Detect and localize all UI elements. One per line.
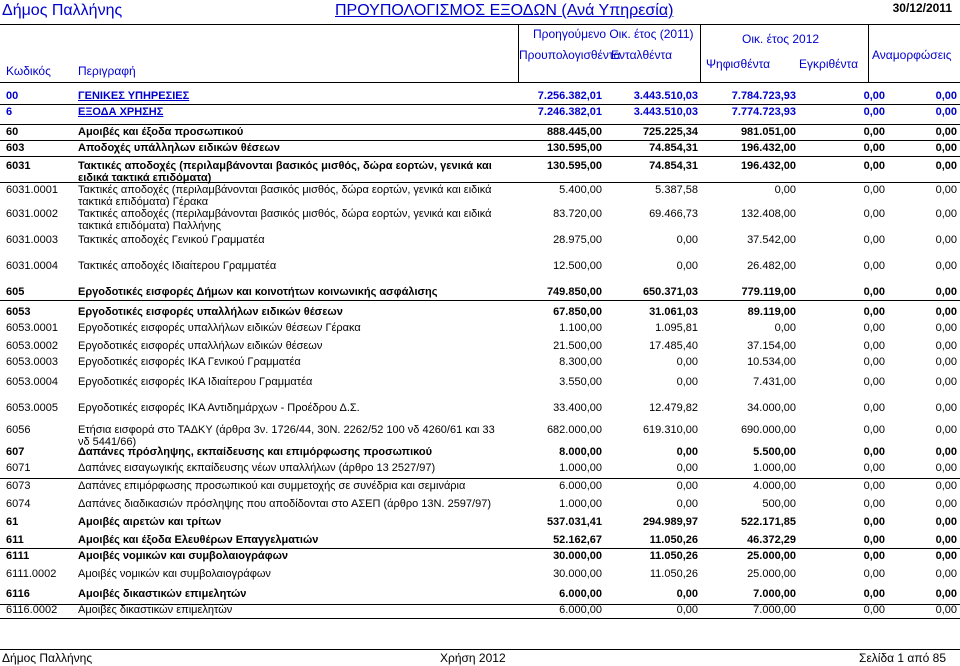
row-amount: 779.119,00 [741, 286, 796, 298]
row-amount: 0,00 [863, 160, 885, 172]
row-code: 611 [6, 534, 24, 546]
row-description: Αμοιβές δικαστικών επιμελητών [78, 604, 233, 616]
row-amount: 6.000,00 [559, 604, 602, 616]
row-amount: 0,00 [935, 534, 957, 546]
row-code: 6 [6, 106, 13, 118]
row-amount: 25.000,00 [747, 550, 796, 562]
row-amount: 0,00 [676, 356, 698, 368]
row-amount: 0,00 [935, 90, 957, 102]
row-amount: 7.000,00 [753, 588, 796, 600]
row-amount: 0,00 [863, 106, 885, 118]
row-amount: 3.443.510,03 [633, 90, 698, 102]
row-amount: 37.542,00 [747, 234, 796, 246]
row-amount: 0,00 [935, 126, 957, 138]
row-code: 607 [6, 446, 25, 458]
row-amount: 650.371,03 [642, 286, 698, 298]
table-row [0, 208, 960, 230]
row-amount: 0,00 [863, 402, 885, 414]
row-code: 60 [6, 126, 19, 138]
row-amount: 8.300,00 [559, 356, 602, 368]
table-row [0, 184, 960, 206]
row-code: 6053.0001 [6, 322, 58, 334]
row-code: 6053.0003 [6, 356, 58, 368]
table-row [0, 234, 960, 252]
row-amount: 690.000,00 [740, 424, 796, 436]
row-amount: 0,00 [863, 588, 885, 600]
row-amount: 0,00 [935, 356, 957, 368]
row-amount: 89.119,00 [747, 306, 796, 318]
row-separator [0, 156, 960, 157]
row-description: Εργοδοτικές εισφορές ΙΚΑ Αντιδημάρχων - Προέδρου Δ.Σ. [78, 402, 360, 414]
row-amount: 0,00 [863, 90, 885, 102]
row-amount: 11.050,26 [649, 568, 698, 580]
row-code: 6116.0002 [6, 604, 58, 616]
table-row [0, 142, 960, 156]
row-description: Αμοιβές αιρετών και τρίτων [78, 516, 222, 528]
row-amount: 7.431,00 [753, 376, 796, 388]
row-amount: 196.432,00 [740, 160, 796, 172]
row-amount: 0,00 [935, 306, 957, 318]
row-amount: 11.050,26 [649, 550, 698, 562]
row-amount: 0,00 [676, 604, 698, 616]
col-revisions-header: Αναμορφώσεις [872, 48, 952, 62]
row-code: 61 [6, 516, 19, 528]
row-amount: 500,00 [762, 498, 796, 510]
row-amount: 30.000,00 [553, 568, 602, 580]
row-amount: 0,00 [935, 402, 957, 414]
row-amount: 981.051,00 [740, 126, 796, 138]
row-separator [0, 618, 960, 619]
row-amount: 5.400,00 [559, 184, 602, 196]
row-amount: 0,00 [935, 424, 957, 436]
footer-usage: Χρήση 2012 [440, 651, 506, 665]
row-amount: 6.000,00 [559, 588, 602, 600]
row-amount: 0,00 [935, 446, 957, 458]
row-amount: 0,00 [935, 550, 957, 562]
row-amount: 0,00 [863, 462, 885, 474]
row-description: Εργοδοτικές εισφορές ΙΚΑ Ιδιαίτερου Γραμματέα [78, 376, 313, 388]
table-row [0, 126, 960, 140]
row-amount: 3.550,00 [559, 376, 602, 388]
row-description: Ετήσια εισφορά στο ΤΑΔΚΥ (άρθρα 3ν. 1726/44, 30Ν. 2262/52 100 νδ 4260/61 και 33 νδ 5441/66) [78, 424, 495, 448]
row-amount: 1.100,00 [559, 322, 602, 334]
row-code: 605 [6, 286, 25, 298]
row-amount: 0,00 [863, 126, 885, 138]
table-row [0, 498, 960, 512]
row-amount: 0,00 [935, 106, 957, 118]
row-amount: 0,00 [935, 340, 957, 352]
row-separator [0, 548, 960, 549]
row-description: Τακτικές αποδοχές (περιλαμβάνονται βασικός μισθός, δώρα εορτών, γενικά και ειδικά τακτικά επιδόματα) Παλλήνης [78, 208, 492, 232]
row-amount: 1.000,00 [559, 462, 602, 474]
row-amount: 67.850,00 [553, 306, 602, 318]
row-description: Αμοιβές νομικών και συμβολαιογράφων [78, 568, 271, 580]
row-amount: 0,00 [935, 184, 957, 196]
row-code: 6111 [6, 550, 30, 562]
table-row [0, 376, 960, 390]
organization-title: Δήμος Παλλήνης [2, 2, 123, 19]
row-amount: 34.000,00 [747, 402, 796, 414]
row-code: 00 [6, 90, 19, 102]
row-amount: 17.485,40 [649, 340, 698, 352]
row-amount: 7.000,00 [753, 604, 796, 616]
row-amount: 74.854,31 [649, 142, 698, 154]
row-amount: 0,00 [676, 234, 698, 246]
report-date: 30/12/2011 [892, 1, 952, 15]
table-row [0, 480, 960, 494]
col-code-header: Κωδικός [6, 64, 51, 78]
row-amount: 0,00 [863, 208, 885, 220]
row-amount: 33.400,00 [553, 402, 602, 414]
row-amount: 30.000,00 [553, 550, 602, 562]
row-amount: 725.225,34 [642, 126, 698, 138]
row-amount: 537.031,41 [546, 516, 602, 528]
row-code: 6031 [6, 160, 31, 172]
table-row [0, 90, 960, 104]
row-amount: 0,00 [863, 376, 885, 388]
row-code: 6031.0001 [6, 184, 58, 196]
header-divider [700, 24, 701, 82]
row-amount: 0,00 [935, 498, 957, 510]
row-amount: 0,00 [676, 498, 698, 510]
row-description: Εργοδοτικές εισφορές υπαλλήλων ειδικών θέσεων [78, 340, 323, 352]
row-amount: 46.372,29 [747, 534, 796, 546]
row-amount: 1.000,00 [753, 462, 796, 474]
row-code: 6056 [6, 424, 31, 436]
row-amount: 26.482,00 [747, 260, 796, 272]
row-amount: 522.171,85 [740, 516, 796, 528]
row-amount: 0,00 [863, 340, 885, 352]
row-amount: 0,00 [676, 260, 698, 272]
row-amount: 888.445,00 [546, 126, 602, 138]
row-description: Αμοιβές και έξοδα προσωπικού [78, 126, 244, 138]
row-amount: 619.310,00 [642, 424, 698, 436]
table-row [0, 424, 960, 446]
table-row [0, 550, 960, 564]
row-amount: 0,00 [676, 446, 698, 458]
row-description: Εργοδοτικές εισφορές υπαλλήλων ειδικών θέσεων Γέρακα [78, 322, 361, 334]
row-amount: 0,00 [676, 462, 698, 474]
row-amount: 0,00 [863, 260, 885, 272]
row-description: Τακτικές αποδοχές (περιλαμβάνονται βασικός μισθός, δώρα εορτών, γενικά και ειδικά τακτικά επιδόματα) [78, 160, 492, 184]
row-separator [0, 140, 960, 141]
row-amount: 0,00 [676, 480, 698, 492]
table-row [0, 516, 960, 530]
row-code: 6116 [6, 588, 30, 600]
row-description: Τακτικές αποδοχές Ιδιαίτερου Γραμματέα [78, 260, 277, 272]
row-code: 6073 [6, 480, 31, 492]
table-row [0, 588, 960, 602]
table-row [0, 160, 960, 182]
row-description: Εργοδοτικές εισφορές Δήμων και κοινοτήτων κοινωνικής ασφάλισης [78, 286, 438, 298]
row-amount: 6.000,00 [559, 480, 602, 492]
row-amount: 0,00 [863, 322, 885, 334]
row-amount: 5.387,58 [655, 184, 698, 196]
row-description: Εργοδοτικές εισφορές ΙΚΑ Γενικού Γραμματέα [78, 356, 301, 368]
row-amount: 69.466,73 [649, 208, 698, 220]
row-description: Αμοιβές και έξοδα Ελευθέρων Επαγγελματιών [78, 534, 319, 546]
row-code: 6053.0005 [6, 402, 58, 414]
row-amount: 0,00 [935, 588, 957, 600]
row-amount: 0,00 [863, 480, 885, 492]
row-description: Δαπάνες πρόσληψης, εκπαίδευσης και επιμόρφωσης προσωπικού [78, 446, 433, 458]
row-description: Δαπάνες διαδικασιών πρόσληψης που αποδίδονται στο ΑΣΕΠ (άρθρο 13Ν. 2597/97) [78, 498, 491, 510]
col-desc-header: Περιγραφή [78, 64, 136, 78]
row-amount: 0,00 [863, 604, 885, 616]
report-title: ΠΡΟΥΠΟΛΟΓΙΣΜΟΣ ΕΞΟΔΩΝ (Ανά Υπηρεσία) [335, 2, 674, 19]
row-description: Τακτικές αποδοχές (περιλαμβάνονται βασικός μισθός, δώρα εορτών, γενικά και ειδικά τακτικά επιδόματα) Γέρακα [78, 184, 492, 208]
table-row [0, 462, 960, 476]
row-amount: 8.000,00 [559, 446, 602, 458]
row-amount: 0,00 [676, 376, 698, 388]
table-row [0, 322, 960, 336]
row-amount: 682.000,00 [546, 424, 602, 436]
row-amount: 130.595,00 [546, 142, 602, 154]
row-code: 6031.0003 [6, 234, 58, 246]
header-top-rule [0, 24, 960, 25]
row-amount: 0,00 [935, 604, 957, 616]
col-ordered-header: Ενταλθέντα [611, 48, 673, 62]
row-description: ΕΞΟΔΑ ΧΡΗΣΗΣ [78, 106, 164, 118]
row-amount: 0,00 [863, 550, 885, 562]
table-row [0, 306, 960, 320]
row-amount: 5.500,00 [753, 446, 796, 458]
header-divider [868, 24, 869, 82]
row-description: Δαπάνες επιμόρφωσης προσωπικού και συμμετοχής σε συνέδρια και σεμινάρια [78, 480, 466, 492]
row-description: ΓΕΝΙΚΕΣ ΥΠΗΡΕΣΙΕΣ [78, 90, 190, 102]
row-amount: 0,00 [863, 286, 885, 298]
row-amount: 0,00 [863, 446, 885, 458]
row-amount: 0,00 [935, 208, 957, 220]
row-code: 6053.0002 [6, 340, 58, 352]
row-amount: 0,00 [935, 260, 957, 272]
row-amount: 0,00 [774, 184, 796, 196]
row-separator [0, 604, 960, 605]
row-amount: 28.975,00 [553, 234, 602, 246]
row-amount: 196.432,00 [740, 142, 796, 154]
table-row [0, 534, 960, 548]
row-amount: 4.000,00 [753, 480, 796, 492]
table-row [0, 446, 960, 460]
header-bottom-rule [0, 82, 960, 83]
row-amount: 12.500,00 [553, 260, 602, 272]
row-amount: 7.784.723,93 [731, 90, 796, 102]
table-row [0, 568, 960, 582]
row-amount: 0,00 [863, 142, 885, 154]
row-amount: 0,00 [774, 322, 796, 334]
row-amount: 0,00 [935, 516, 957, 528]
row-separator [0, 182, 960, 183]
row-amount: 7.246.382,01 [537, 106, 602, 118]
row-amount: 0,00 [863, 234, 885, 246]
footer-page: Σελίδα 1 από 85 [859, 651, 946, 665]
table-row [0, 402, 960, 416]
col-budgeted-header: Προυπολογισθέντα [519, 48, 621, 62]
row-code: 6031.0002 [6, 208, 58, 220]
row-amount: 0,00 [863, 498, 885, 510]
row-amount: 0,00 [935, 462, 957, 474]
row-amount: 0,00 [935, 160, 957, 172]
row-amount: 12.479,82 [649, 402, 698, 414]
table-row [0, 356, 960, 370]
table-row [0, 260, 960, 274]
row-amount: 25.000,00 [747, 568, 796, 580]
row-amount: 10.534,00 [747, 356, 796, 368]
cur-year-header: Οικ. έτος 2012 [742, 32, 820, 46]
row-amount: 0,00 [935, 234, 957, 246]
row-code: 603 [6, 142, 25, 154]
table-row [0, 604, 960, 618]
row-description: Αποδοχές υπάλληλων ειδικών θέσεων [78, 142, 280, 154]
prev-year-header: Προηγούμενο Οικ. έτος (2011) [533, 27, 694, 41]
col-voted-header: Ψηφισθέντα [706, 57, 771, 71]
row-amount: 0,00 [935, 480, 957, 492]
col-approved-header: Εγκριθέντα [799, 57, 859, 71]
row-code: 6053.0004 [6, 376, 58, 388]
row-amount: 83.720,00 [553, 208, 602, 220]
row-description: Αμοιβές δικαστικών επιμελητών [78, 588, 247, 600]
row-amount: 11.050,26 [649, 534, 698, 546]
row-amount: 132.408,00 [740, 208, 796, 220]
row-amount: 0,00 [863, 568, 885, 580]
row-amount: 130.595,00 [546, 160, 602, 172]
row-separator [0, 104, 960, 105]
row-code: 6071 [6, 462, 31, 474]
row-description: Εργοδοτικές εισφορές υπαλλήλων ειδικών θέσεων [78, 306, 343, 318]
row-amount: 0,00 [863, 306, 885, 318]
table-row [0, 106, 960, 120]
row-separator [0, 478, 960, 479]
row-amount: 0,00 [935, 568, 957, 580]
table-row [0, 286, 960, 300]
row-code: 6111.0002 [6, 568, 57, 580]
table-row [0, 340, 960, 354]
row-amount: 52.162,67 [553, 534, 602, 546]
row-amount: 1.000,00 [559, 498, 602, 510]
row-description: Τακτικές αποδοχές Γενικού Γραμματέα [78, 234, 265, 246]
row-amount: 0,00 [863, 424, 885, 436]
row-amount: 37.154,00 [747, 340, 796, 352]
row-amount: 1.095,81 [655, 322, 698, 334]
row-separator [0, 300, 960, 301]
footer-org: Δήμος Παλλήνης [2, 651, 93, 665]
row-amount: 0,00 [863, 184, 885, 196]
footer-rule [0, 649, 960, 650]
row-amount: 7.256.382,01 [537, 90, 602, 102]
row-code: 6053 [6, 306, 31, 318]
row-amount: 31.061,03 [649, 306, 698, 318]
row-amount: 0,00 [935, 376, 957, 388]
row-separator [0, 124, 960, 125]
row-amount: 21.500,00 [553, 340, 602, 352]
row-amount: 749.850,00 [546, 286, 602, 298]
row-description: Δαπάνες εισαγωγικής εκπαίδευσης νέων υπαλλήλων (άρθρο 13 2527/97) [78, 462, 436, 474]
row-description: Αμοιβές νομικών και συμβολαιογράφων [78, 550, 288, 562]
row-amount: 74.854,31 [649, 160, 698, 172]
row-amount: 0,00 [935, 142, 957, 154]
row-amount: 0,00 [935, 322, 957, 334]
row-amount: 0,00 [863, 534, 885, 546]
row-amount: 0,00 [863, 356, 885, 368]
row-code: 6031.0004 [6, 260, 58, 272]
row-amount: 0,00 [863, 516, 885, 528]
row-amount: 0,00 [935, 286, 957, 298]
row-amount: 3.443.510,03 [633, 106, 698, 118]
row-amount: 0,00 [676, 588, 698, 600]
row-amount: 294.989,97 [642, 516, 698, 528]
row-amount: 7.774.723,93 [731, 106, 796, 118]
row-code: 6074 [6, 498, 31, 510]
